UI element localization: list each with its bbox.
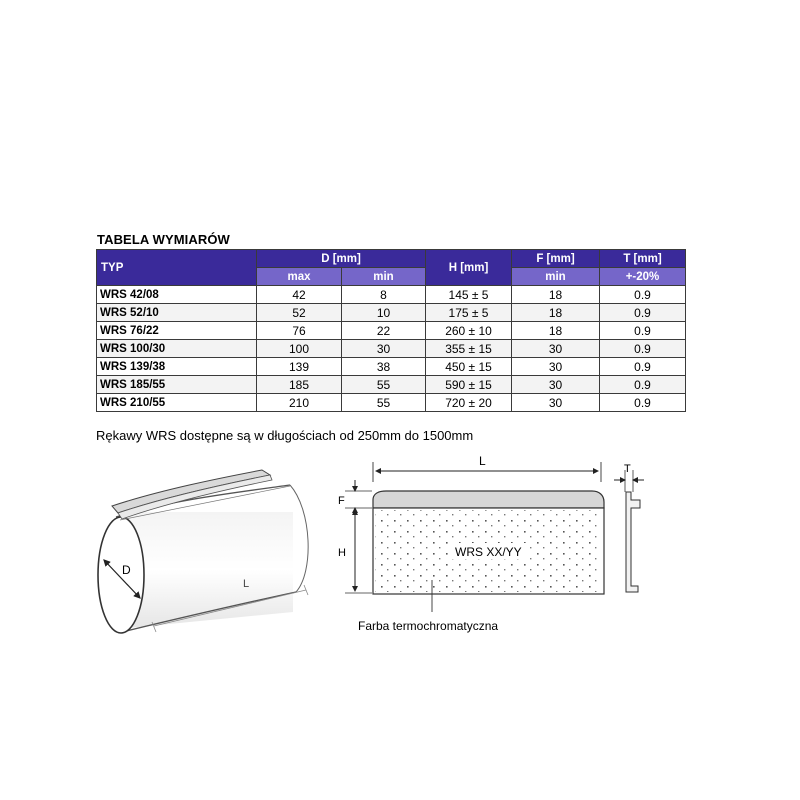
cell-d-min: 30 [342, 340, 426, 358]
header-d-max: max [257, 268, 342, 286]
cell-t: 0.9 [600, 358, 686, 376]
header-t-sub: +-20% [600, 268, 686, 286]
cell-d-max: 52 [257, 304, 342, 322]
cell-t: 0.9 [600, 322, 686, 340]
cell-f: 30 [512, 394, 600, 412]
cell-typ: WRS 42/08 [97, 286, 257, 304]
cell-h: 175 ± 5 [426, 304, 512, 322]
cell-t: 0.9 [600, 394, 686, 412]
profile-section [626, 492, 640, 592]
product-marking: WRS XX/YY [455, 545, 522, 559]
cell-d-max: 42 [257, 286, 342, 304]
label-d: D [122, 563, 131, 577]
cell-f: 30 [512, 340, 600, 358]
label-t: T [624, 463, 631, 475]
sleeve-illustration [98, 470, 308, 633]
cell-f: 18 [512, 286, 600, 304]
cell-h: 260 ± 10 [426, 322, 512, 340]
cell-d-min: 10 [342, 304, 426, 322]
label-f: F [338, 495, 345, 507]
thermochromic-caption: Farba termochromatyczna [358, 619, 499, 633]
cell-h: 355 ± 15 [426, 340, 512, 358]
cell-h: 450 ± 15 [426, 358, 512, 376]
cell-typ: WRS 185/55 [97, 376, 257, 394]
cell-t: 0.9 [600, 286, 686, 304]
cell-d-min: 38 [342, 358, 426, 376]
cell-d-max: 76 [257, 322, 342, 340]
cell-typ: WRS 139/38 [97, 358, 257, 376]
cell-d-min: 22 [342, 322, 426, 340]
cell-f: 30 [512, 376, 600, 394]
cell-f: 18 [512, 322, 600, 340]
flat-sleeve-drawing [338, 454, 644, 612]
cell-h: 145 ± 5 [426, 286, 512, 304]
length-note: Rękawy WRS dostępne są w długościach od 250mm do 1500mm [96, 428, 474, 443]
cell-h: 590 ± 15 [426, 376, 512, 394]
cell-d-min: 8 [342, 286, 426, 304]
cell-t: 0.9 [600, 376, 686, 394]
cell-f: 18 [512, 304, 600, 322]
label-l-sleeve: L [243, 578, 250, 590]
cell-typ: WRS 100/30 [97, 340, 257, 358]
cell-h: 720 ± 20 [426, 394, 512, 412]
header-h: H [mm] [426, 250, 512, 286]
cell-d-max: 139 [257, 358, 342, 376]
cell-d-min: 55 [342, 376, 426, 394]
cell-typ: WRS 76/22 [97, 322, 257, 340]
cell-d-max: 210 [257, 394, 342, 412]
header-d-min: min [342, 268, 426, 286]
header-t: T [mm] [600, 250, 686, 268]
cell-typ: WRS 210/55 [97, 394, 257, 412]
cell-d-min: 55 [342, 394, 426, 412]
cell-d-max: 100 [257, 340, 342, 358]
header-f-sub: min [512, 268, 600, 286]
header-typ: TYP [97, 250, 257, 286]
cell-typ: WRS 52/10 [97, 304, 257, 322]
table-title: TABELA WYMIARÓW [97, 232, 230, 247]
cell-d-max: 185 [257, 376, 342, 394]
header-d: D [mm] [257, 250, 426, 268]
cell-t: 0.9 [600, 304, 686, 322]
cell-f: 30 [512, 358, 600, 376]
header-f: F [mm] [512, 250, 600, 268]
cell-t: 0.9 [600, 340, 686, 358]
label-h: H [338, 547, 346, 559]
label-l-flat: L [479, 454, 486, 468]
